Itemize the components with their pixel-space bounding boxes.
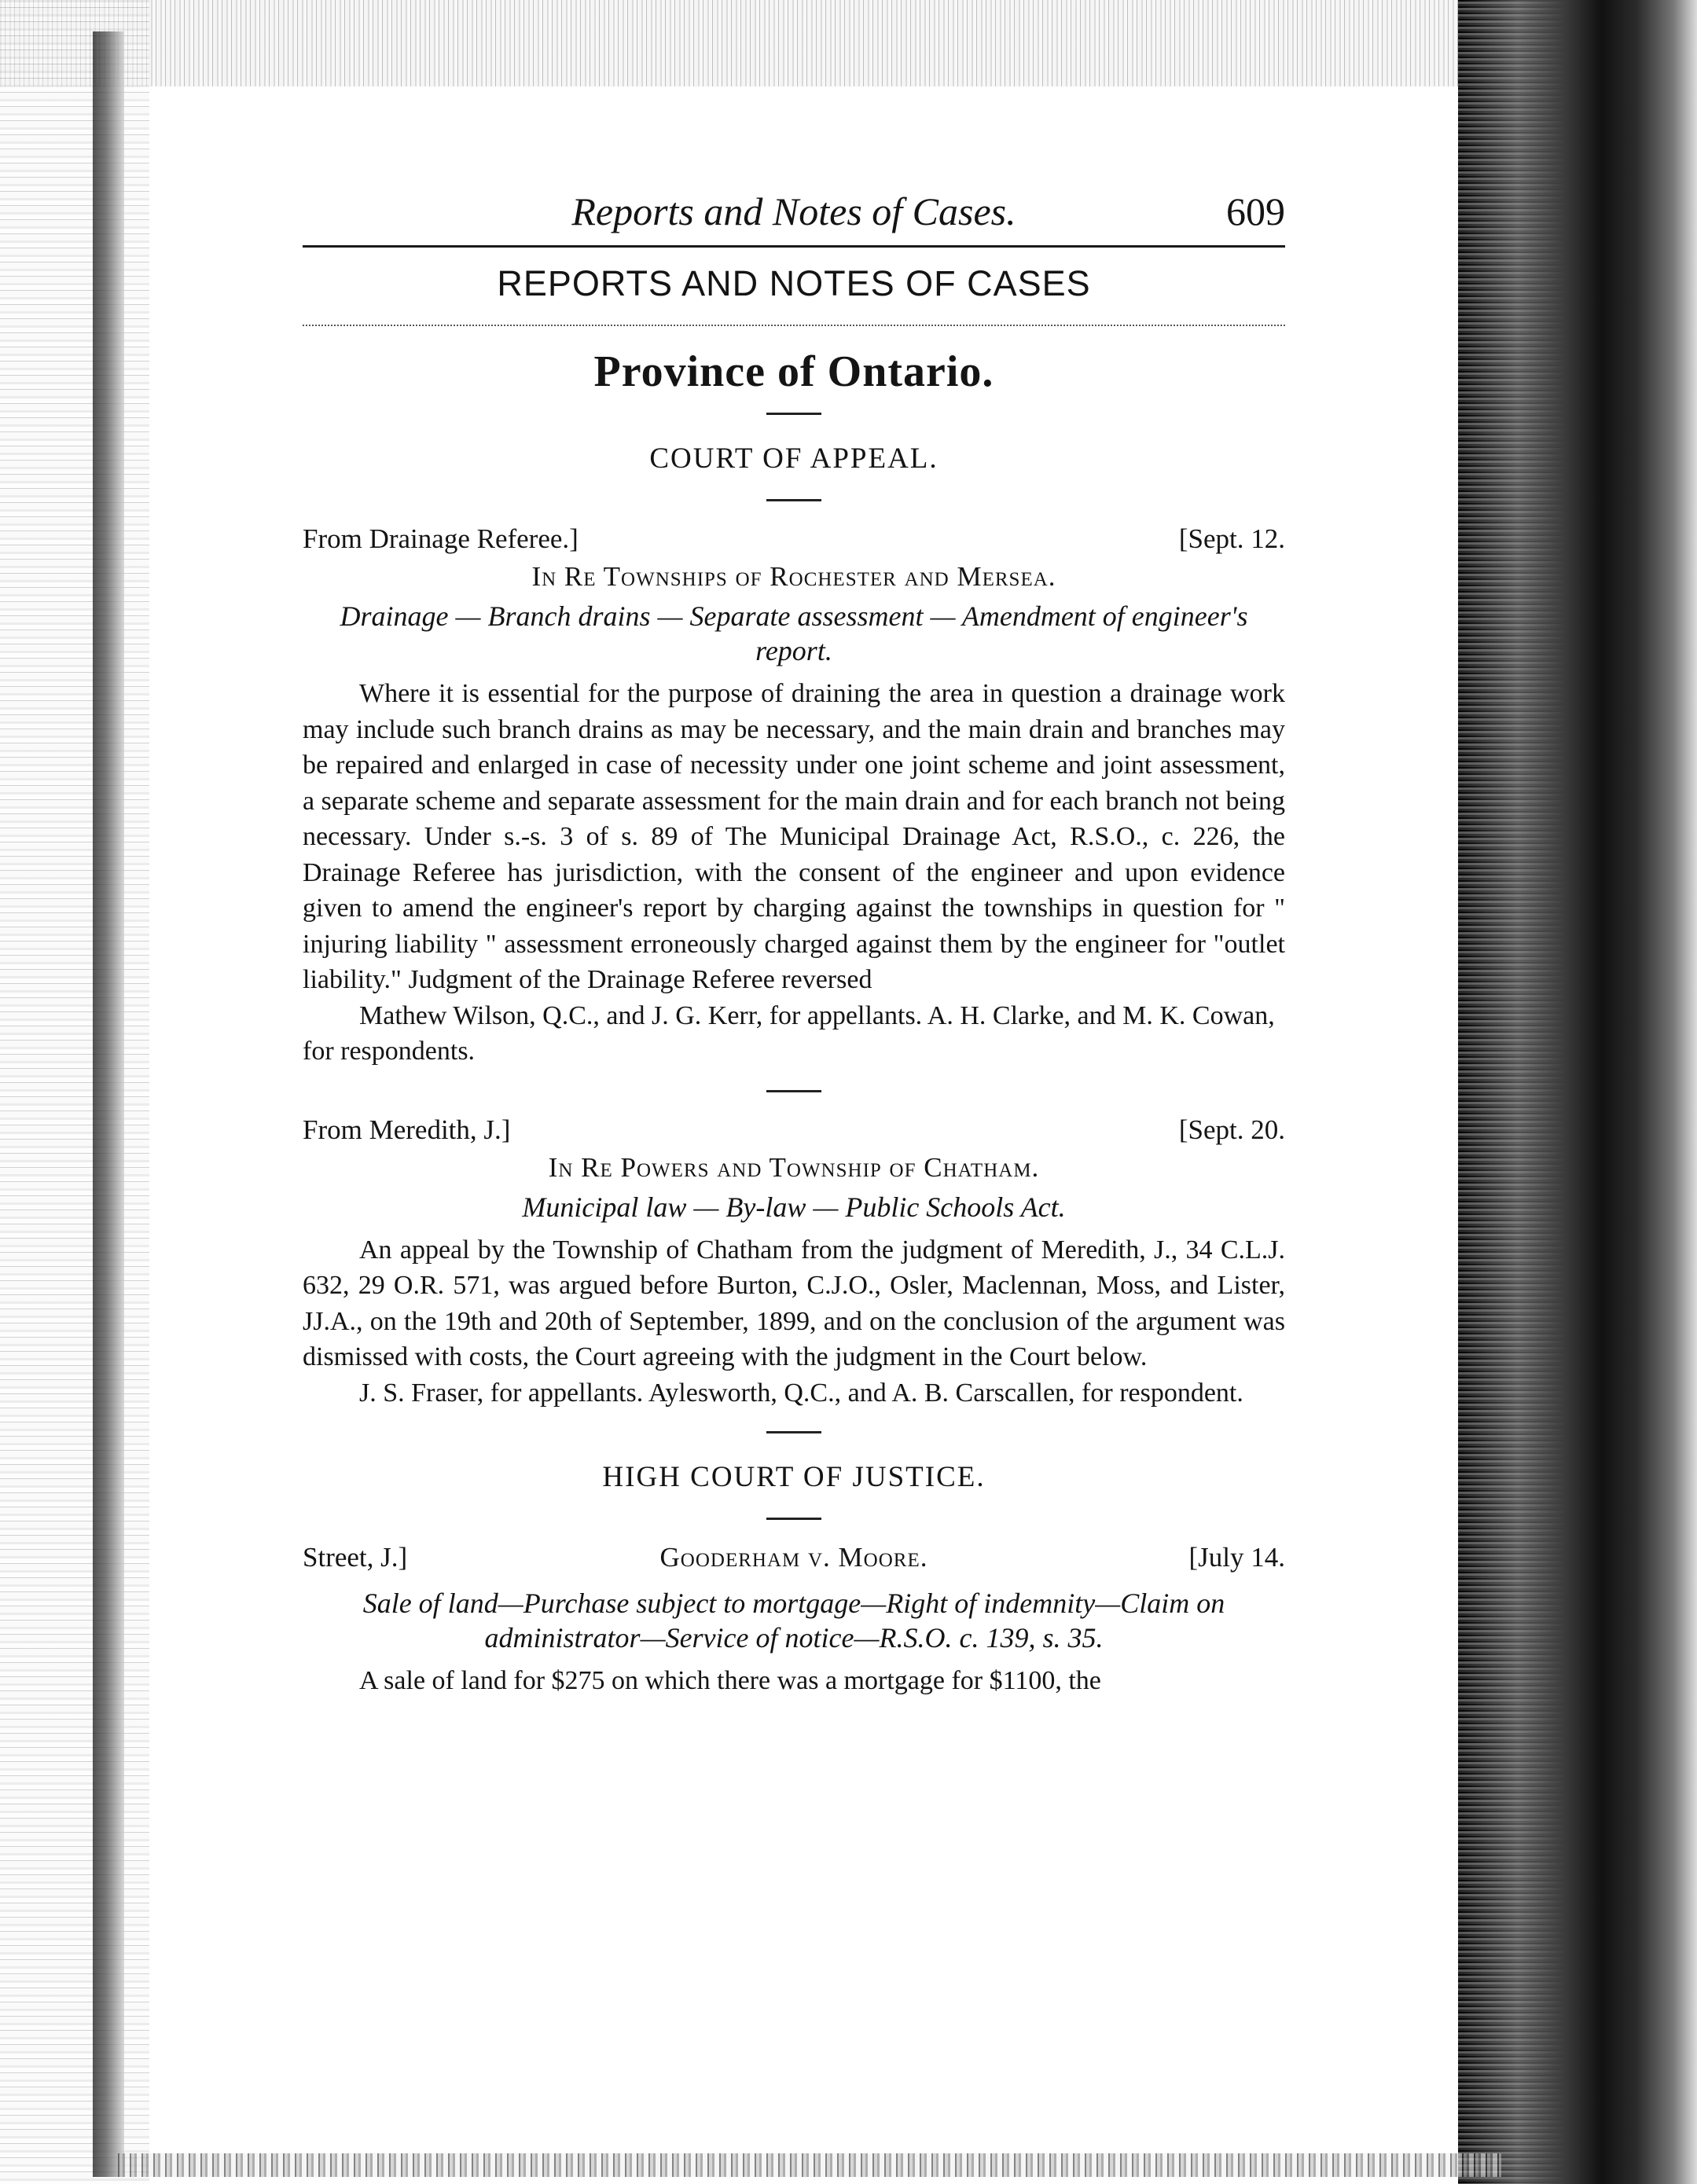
court-of-appeal-heading: COURT OF APPEAL. — [649, 442, 938, 475]
case-2-citation-line — [303, 1114, 1285, 1152]
case-1-citation-line — [303, 523, 1285, 561]
section-rule — [303, 325, 1285, 326]
case-1-name: In Re Townships of Rochester and Mersea. — [531, 561, 1056, 592]
case-3-citation-line — [303, 1542, 1285, 1580]
case-3-date: [July 14. — [1188, 1542, 1285, 1573]
divider-dash — [766, 1518, 821, 1520]
case-2-counsel: J. S. Fraser, for appellants. Aylesworth, Q.C., and A. B. Carscallen, for respondent. — [359, 1378, 1243, 1408]
page-number: 609 — [1226, 189, 1285, 233]
case-1-headnote: Drainage — Branch drains — Separate assessment — Amendment of engineer's report. — [340, 600, 1248, 666]
divider-dash — [766, 413, 821, 415]
case-2-headnote: Municipal law — By-law — Public Schools Act. — [522, 1191, 1066, 1223]
high-court-heading: HIGH COURT OF JUSTICE. — [602, 1461, 986, 1493]
case-1-from: From Drainage Referee.] — [303, 523, 579, 554]
running-head-title: Reports and Notes of Cases. — [571, 189, 1016, 233]
scan-left-edge — [0, 0, 149, 2184]
case-2-date: [Sept. 20. — [1178, 1114, 1285, 1145]
divider-dash — [766, 499, 821, 501]
case-2-body: An appeal by the Township of Chatham from the judgment of Meredith, J., 34 C.L.J. 632, 29 O.R. 571, was argued before Burton, C.J.O., Osler, Maclennan, Moss, and Lister, JJ.A., on the 19th and 20th of September, 1899, and on the conclusion of the argument was dismissed with costs, the Court agreeing with the judgment in the Court below. — [303, 1235, 1285, 1371]
section-title: REPORTS AND NOTES OF CASES — [497, 263, 1091, 303]
case-3-headnote: Sale of land—Purchase subject to mortgage—Right of indemnity—Claim on administrator—Service of notice—R.S.O. c. 139, s. 35. — [362, 1588, 1225, 1654]
scan-bottom-edge — [118, 2153, 1501, 2177]
document-page — [303, 189, 1285, 1699]
divider-dash — [766, 1090, 821, 1092]
case-2-name: In Re Powers and Township of Chatham. — [548, 1151, 1040, 1183]
scan-left-binding-shadow — [93, 31, 124, 2177]
case-2-from: From Meredith, J.] — [303, 1114, 511, 1145]
running-head — [303, 189, 1285, 245]
province-heading: Province of Ontario. — [593, 347, 994, 396]
case-3-name: Gooderham v. Moore. — [659, 1542, 928, 1573]
header-rule — [303, 245, 1285, 248]
case-3-body: A sale of land for $275 on which there was a mortgage for $1100, the — [359, 1666, 1101, 1695]
case-3-from: Street, J.] — [303, 1542, 408, 1573]
case-1-body: Where it is essential for the purpose of draining the area in question a drainage work may include such branch drains as may be necessary, and the main drain and branches may be repaired and enlarged in case of necessity under one joint scheme and joint assessment, a separate scheme and separate assessment for the main drain and for each branch not being necessary. Under s.-s. 3 of s. 89 of The Municipal Drainage Act, R.S.O., c. 226, the Drainage Referee has jurisdiction, with the consent of the engineer and upon evidence given to amend the engineer's report by charging against the townships in question for " injuring liability " assessment erroneously charged against them by the engineer for "outlet liability." Judgment of the Drainage Referee reversed — [303, 679, 1285, 994]
scan-top-edge — [0, 0, 1697, 86]
case-1-date: [Sept. 12. — [1178, 523, 1285, 554]
divider-dash — [766, 1431, 821, 1433]
scan-right-page-stack — [1458, 0, 1697, 2184]
case-1-counsel: Mathew Wilson, Q.C., and J. G. Kerr, for appellants. A. H. Clarke, and M. K. Cowan, for respondents. — [303, 1000, 1275, 1066]
